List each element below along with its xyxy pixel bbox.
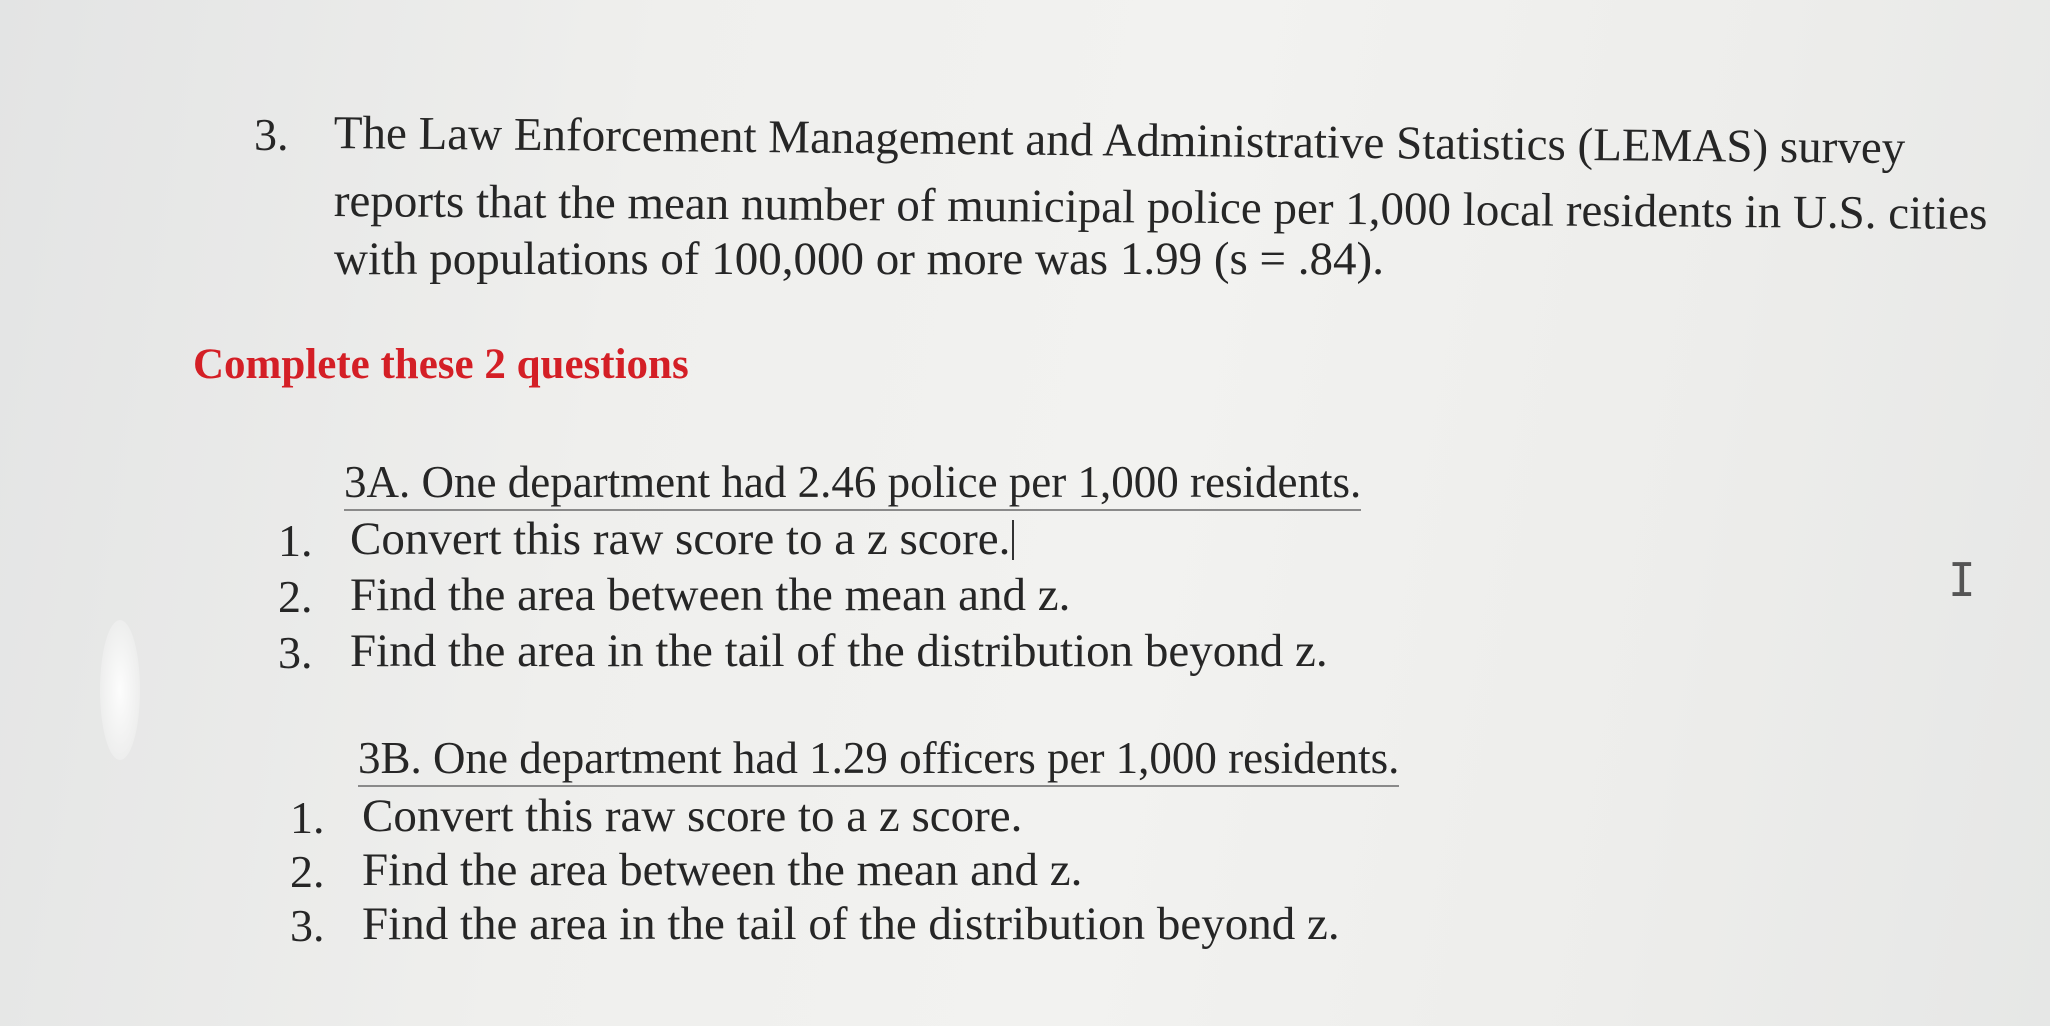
part-a-title: 3A. One department had 2.46 police per 1,000 residents. (344, 460, 1361, 511)
screen-glare (100, 620, 140, 760)
instruction-heading: Complete these 2 questions (193, 341, 689, 388)
part-a-item-1[interactable] (350, 513, 1014, 565)
part-b-item-2-number: 2. (290, 846, 325, 897)
part-a-item-2[interactable]: Find the area between the mean and z. (350, 569, 1071, 621)
part-b-item-2[interactable]: Find the area between the mean and z. (362, 844, 1083, 896)
problem-number: 3. (254, 109, 289, 160)
part-b-item-1-number: 1. (290, 792, 325, 843)
part-a-item-1-number: 1. (278, 515, 313, 566)
problem-line-2: reports that the mean number of municipal police per 1,000 local residents in U.S. cities (333, 175, 1988, 240)
part-a-item-2-number: 2. (278, 571, 313, 622)
part-b-title: 3B. One department had 1.29 officers per 1,000 residents. (358, 736, 1399, 787)
part-a-item-3-number: 3. (278, 627, 313, 678)
part-a-item-3[interactable]: Find the area in the tail of the distribution beyond z. (350, 625, 1328, 677)
part-b-item-3-number: 3. (290, 900, 325, 951)
problem-line-3: with populations of 100,000 or more was 1.99 (s = .84). (334, 233, 1384, 285)
text-cursor-icon: I (1948, 553, 1976, 607)
part-b-item-1[interactable]: Convert this raw score to a z score. (362, 790, 1023, 842)
problem-line-1: The Law Enforcement Management and Administrative Statistics (LEMAS) survey (333, 107, 1906, 175)
part-a-item-1-text: Convert this raw score to a z score. (350, 513, 1011, 565)
part-b-item-3[interactable]: Find the area in the tail of the distribution beyond z. (362, 898, 1340, 950)
text-caret (1012, 520, 1014, 560)
